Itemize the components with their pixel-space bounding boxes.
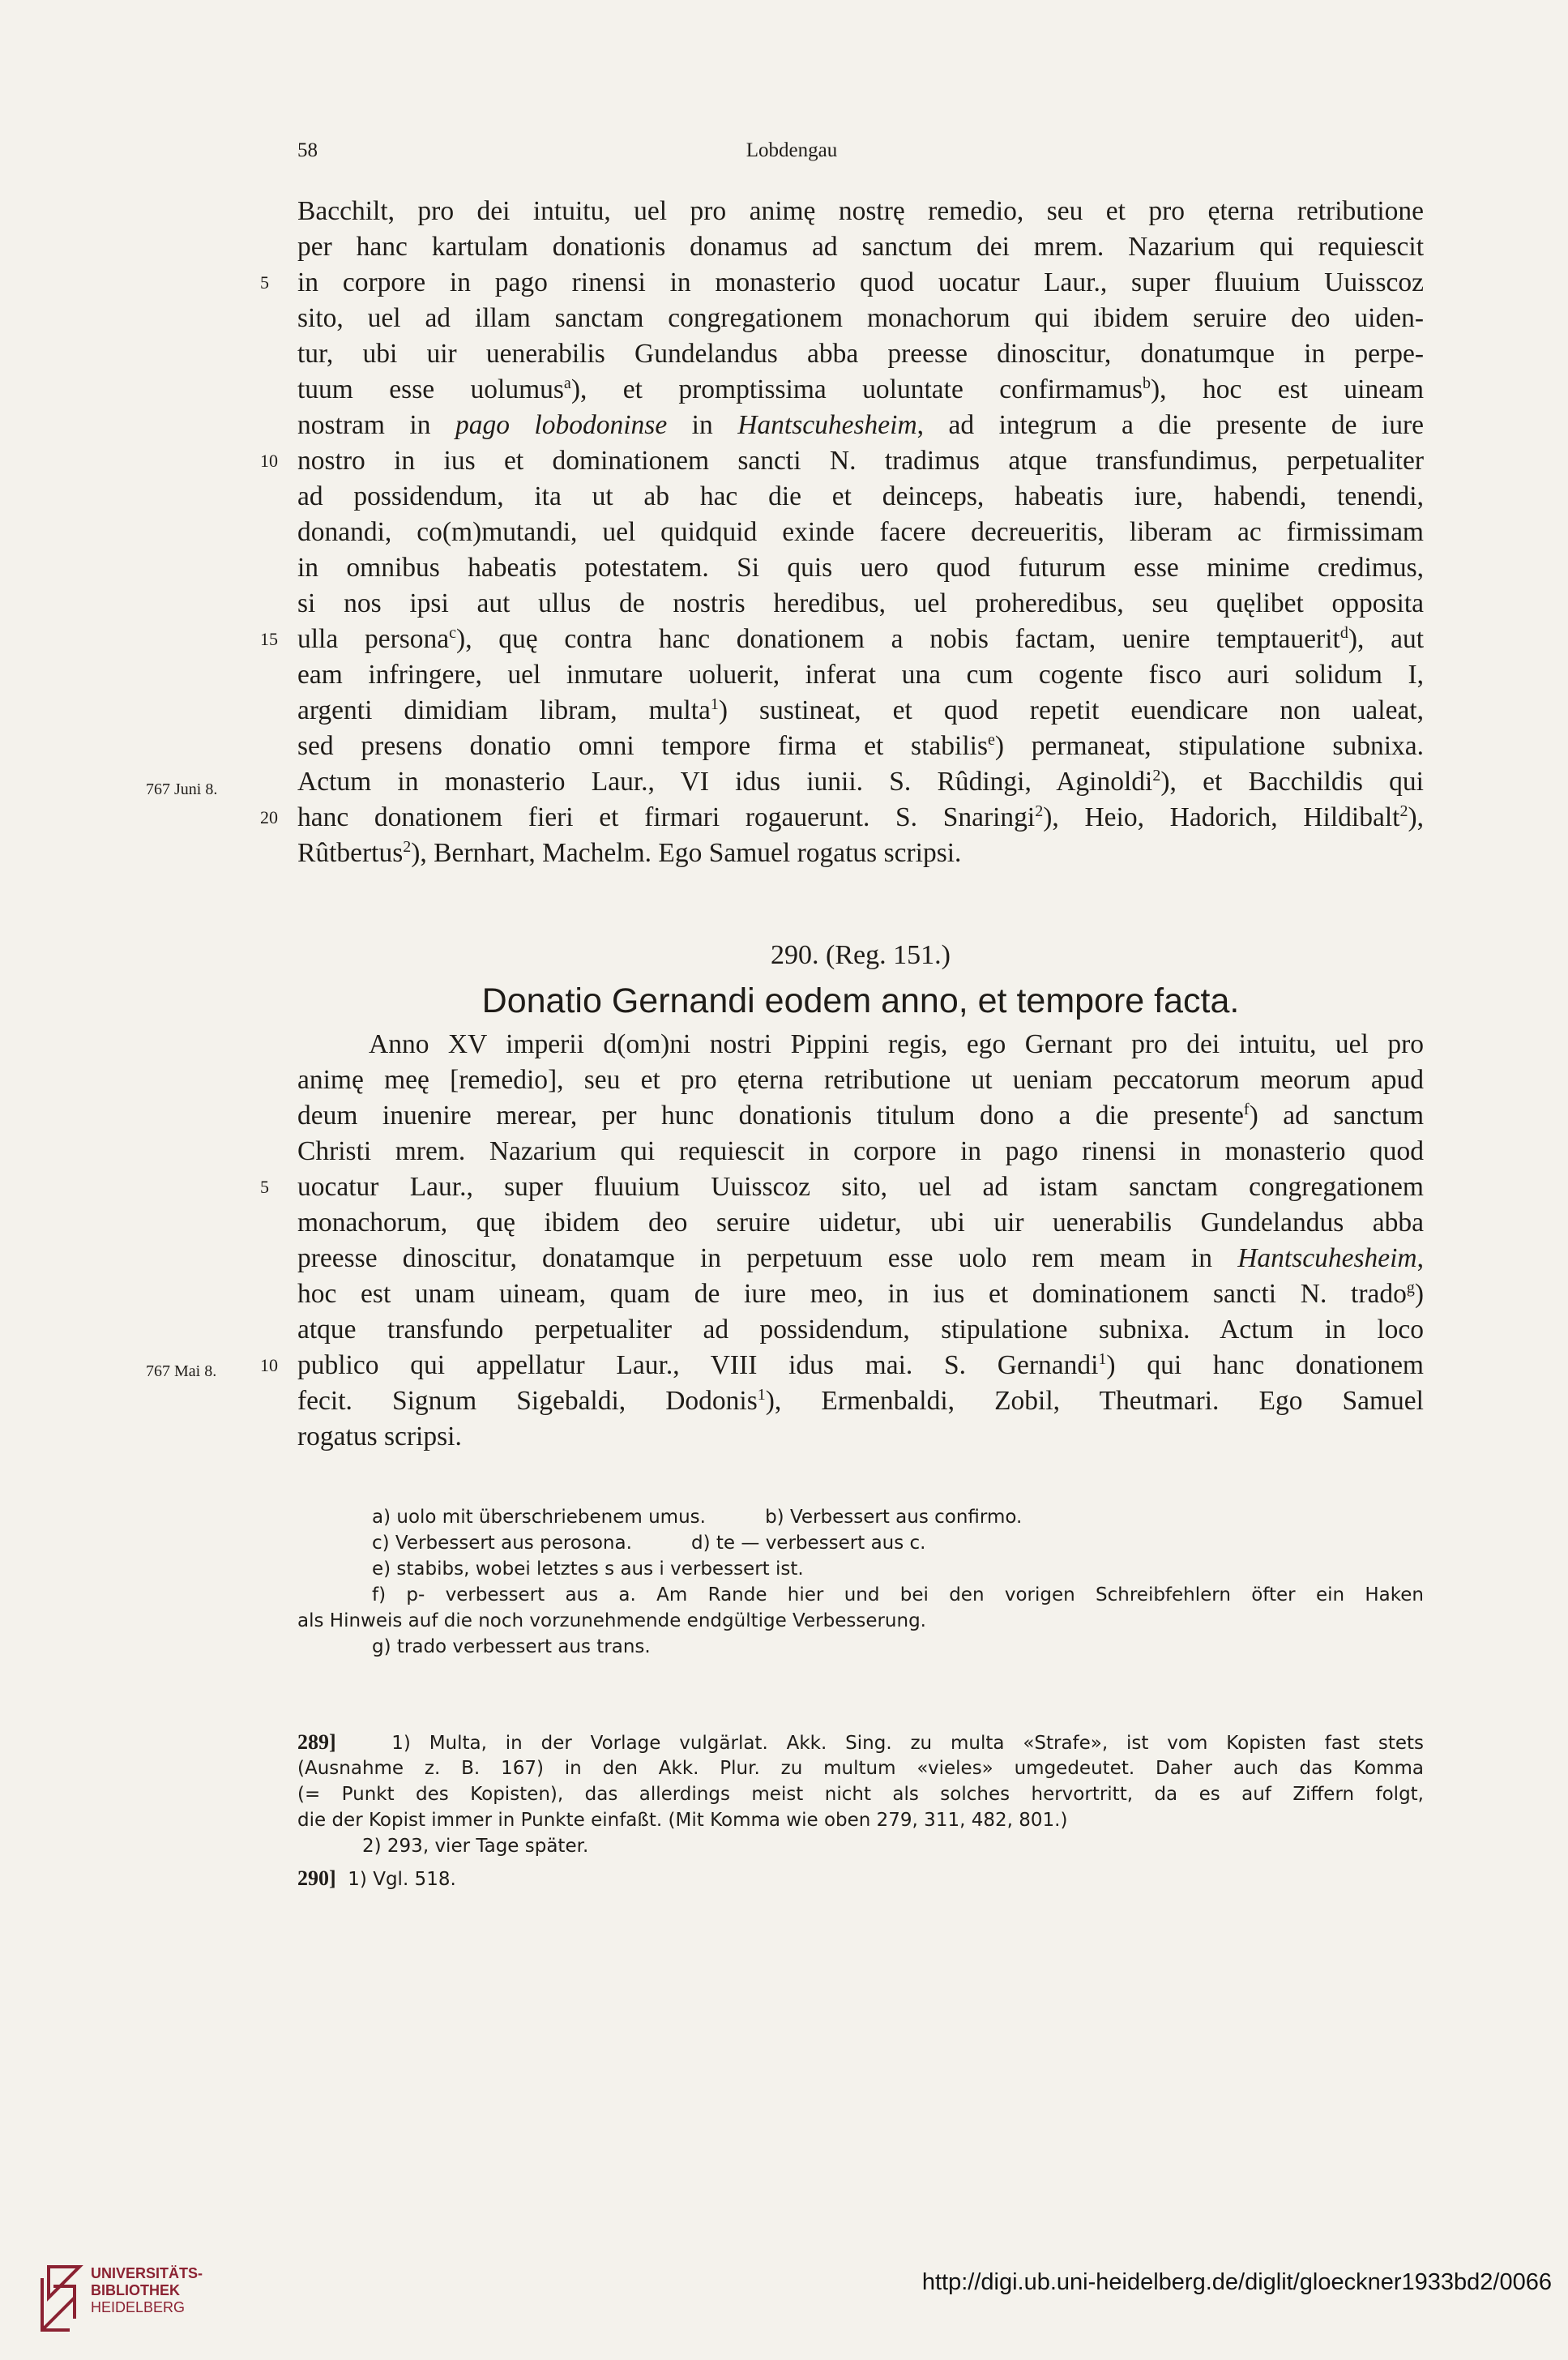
line-number: 5 (260, 272, 269, 293)
text-segment: publico qui appellatur Laur., VIII idus mai. S. Gernandi (297, 1350, 1099, 1380)
commentary-line (297, 1729, 1424, 1755)
footnote-marker: 2 (1399, 802, 1408, 820)
text-segment: hoc est unam uineam, quam de iure meo, in ius et dominationem sancti N. trado (297, 1279, 1407, 1309)
text-line (260, 265, 1424, 301)
text-line (297, 479, 1424, 515)
commentary-line: die der Kopist immer in Punkte einfaßt. (Mit Komma wie oben 279, 311, 482, 801.) (297, 1810, 1068, 1831)
text-segment: ), et Bacchildis qui (1160, 767, 1424, 797)
text-line (260, 1169, 1424, 1205)
text-line (297, 1312, 1424, 1348)
footnote-marker: 2 (403, 838, 412, 856)
text-segment: sed presens donatio omni tempore firma et stabilis (297, 731, 988, 761)
text-segment: ), quę contra hanc donationem a nobis factam, uenire temptauerit (456, 624, 1340, 654)
document-title: Donatio Gernandi eodem anno, et tempore facta. (481, 981, 1240, 1020)
text-segment: fecit. Signum Sigebaldi, Dodonis (297, 1386, 758, 1416)
library-logo-icon (37, 2262, 86, 2335)
text-segment: in (667, 410, 738, 440)
text-segment: ), Heio, Hadorich, Hildibalt (1043, 802, 1400, 832)
apparatus-note: a) uolo mit überschriebenem umus. b) Verbessert aus confirmo. (372, 1507, 1023, 1528)
commentary-text: 1) Vgl. 518. (348, 1869, 456, 1890)
text-segment: ), aut (1348, 624, 1424, 654)
margin-date-290: 767 Mai 8. (146, 1362, 217, 1380)
text-segment: uocatur Laur., super fluuium Uuisscoz sito, uel ad istam sanctam congregationem (297, 1172, 1424, 1202)
text-segment: , (1416, 1243, 1424, 1273)
text-line (297, 550, 1424, 586)
footnote-marker: 1 (757, 1386, 766, 1404)
place-name: pago lobodoninse (455, 410, 668, 440)
note-ref-289: 289] (297, 1730, 336, 1754)
footnote-marker: a (563, 374, 571, 392)
text-line (297, 693, 1424, 729)
text-line (260, 443, 1424, 479)
text-line (260, 622, 1424, 657)
text-segment: donandi, co(m)mutandi, uel quidquid exinde facere decreueritis, liberam ac firmissimam (297, 517, 1424, 547)
charter-290-text (260, 1027, 1424, 1455)
text-segment: rogatus scripsi. (297, 1422, 462, 1451)
apparatus-note: f) p- verbessert aus a. Am Rande hier und bei den vorigen Schreibfehlern öfter ein Haken (372, 1584, 1424, 1605)
text-segment: hanc donationem fieri et firmari rogauerunt. S. Snaringi (297, 802, 1036, 832)
text-line (297, 408, 1424, 443)
text-line (297, 764, 1424, 800)
text-line (297, 1062, 1424, 1098)
footnote-marker: e (987, 731, 995, 749)
footnote-marker: b (1143, 374, 1151, 392)
footnote-marker: g (1406, 1279, 1415, 1297)
text-segment: ), Bernhart, Machelm. Ego Samuel rogatus scripsi. (411, 838, 962, 868)
text-segment: ) ad sanctum (1249, 1101, 1424, 1131)
text-segment: eam infringere, uel inmutare uoluerit, inferat una cum cogente fisco auri solidum I, (297, 660, 1424, 690)
text-segment: nostram in (297, 410, 455, 440)
text-segment: Bacchilt, pro dei intuitu, uel pro animę nostrę remedio, seu et pro ęterna retributione (297, 196, 1424, 226)
footnote-marker: 1 (1098, 1350, 1107, 1368)
text-line (297, 729, 1424, 764)
apparatus-note: c) Verbessert aus perosona. d) te — verbessert aus c. (372, 1533, 926, 1554)
text-segment: deum inuenire merear, per hunc donationis titulum dono a die presente (297, 1101, 1244, 1131)
text-segment: nostro in ius et dominationem sancti N. tradimus atque transfundimus, perpetualiter (297, 446, 1424, 476)
commentary-line (297, 1866, 1424, 1892)
charter-289-text (260, 194, 1425, 871)
text-line (260, 800, 1424, 836)
text-segment: Anno XV imperii d(om)ni nostri Pippini regis, ego Gernant pro dei intuitu, uel pro (369, 1029, 1424, 1059)
text-line (297, 194, 1424, 229)
text-segment: in omnibus habeatis potestatem. Si quis uero quod futurum esse minime credimus, (297, 553, 1424, 583)
text-line (297, 1027, 1424, 1062)
text-segment: ) qui hanc donationem (1106, 1350, 1424, 1380)
place-name: Hantscuhesheim (737, 410, 917, 440)
text-segment: ulla persona (297, 624, 450, 654)
line-number: 15 (260, 629, 278, 649)
text-segment: per hanc kartulam donationis donamus ad sanctum dei mrem. Nazarium qui requiescit (297, 232, 1424, 262)
library-logo-text (91, 2265, 203, 2316)
text-line (297, 1241, 1424, 1276)
library-logo[interactable] (37, 2262, 280, 2343)
text-segment: ad possidendum, ita ut ab hac die et deinceps, habeatis iure, habendi, tenendi, (297, 481, 1424, 511)
apparatus-note: als Hinweis auf die noch vorzunehmende endgültige Verbesserung. (297, 1610, 926, 1631)
footnote-marker: c (449, 624, 457, 642)
text-segment: Actum in monasterio Laur., VI idus iunii. S. Rûdingi, Aginoldi (297, 767, 1153, 797)
source-url-link[interactable]: http://digi.ub.uni-heidelberg.de/diglit/gloeckner1933bd2/0066 (921, 2269, 1552, 2295)
text-segment: ), (1408, 802, 1424, 832)
text-line (297, 1205, 1424, 1241)
footnote-marker: 2 (1152, 767, 1161, 785)
critical-apparatus (297, 1504, 1424, 1660)
footnote-marker: d (1339, 624, 1348, 642)
text-segment: in corpore in pago rinensi in monasterio quod uocatur Laur., super fluuium Uuisscoz (297, 267, 1424, 297)
text-segment: , ad integrum a die presente de iure (916, 410, 1425, 440)
apparatus-note: e) stabibs, wobei letztes s aus i verbessert ist. (372, 1558, 804, 1580)
text-line (297, 1419, 1424, 1455)
text-segment: argenti dimidiam libram, multa (297, 695, 711, 725)
logo-line-1: UNIVERSITÄTS- (91, 2265, 203, 2281)
text-line (297, 1098, 1424, 1134)
running-title: Lobdengau (746, 139, 838, 161)
text-line (297, 229, 1424, 265)
text-line (297, 301, 1424, 336)
text-segment: ), Ermenbaldi, Zobil, Theutmari. Ego Samuel (765, 1386, 1424, 1416)
text-segment: preesse dinoscitur, donatamque in perpetuum esse uolo rem meam in (297, 1243, 1238, 1273)
place-name: Hantscuhesheim (1237, 1243, 1417, 1273)
text-segment: ) permaneat, stipulatione subnixa. (994, 731, 1424, 761)
text-line (297, 1134, 1424, 1169)
footnote-marker: 1 (710, 695, 719, 713)
commentary-line: (Ausnahme z. B. 167) in den Akk. Plur. zu multum «vieles» umgedeutet. Daher auch das Komma (297, 1758, 1424, 1779)
commentary-line: (= Punkt des Kopisten), das allerdings meist nicht als solches hervortritt, da es auf Ziffern folgt, (297, 1784, 1424, 1805)
text-segment: ) (1414, 1279, 1424, 1309)
text-segment: Christi mrem. Nazarium qui requiescit in corpore in pago rinensi in monasterio quod (297, 1136, 1424, 1166)
text-segment: animę meę [remedio], seu et pro ęterna retributione ut ueniam peccatorum meorum apud (297, 1065, 1424, 1095)
text-segment: monachorum, quę ibidem deo seruire uidetur, ubi uir uenerabilis Gundelandus abba (297, 1208, 1424, 1238)
text-line (297, 1383, 1424, 1419)
text-line (297, 836, 1424, 871)
logo-line-2: BIBLIOTHEK (91, 2282, 180, 2298)
text-segment: ), hoc est uineam (1151, 374, 1424, 404)
document-number: 290. (Reg. 151.) (771, 940, 951, 970)
text-line (260, 1348, 1424, 1383)
line-number: 20 (260, 807, 278, 827)
text-line (297, 1276, 1424, 1312)
text-line (297, 657, 1424, 693)
commentary-line: 2) 293, vier Tage später. (362, 1836, 589, 1857)
footnote-marker: 2 (1035, 802, 1044, 820)
running-header (297, 139, 1286, 172)
page-number: 58 (297, 139, 318, 161)
text-segment: tur, ubi uir uenerabilis Gundelandus abba preesse dinoscitur, donatumque in perpe- (297, 339, 1424, 369)
footnote-marker: f (1243, 1101, 1250, 1118)
text-line (297, 515, 1424, 550)
apparatus-note: g) trado verbessert aus trans. (372, 1636, 651, 1657)
note-ref-290: 290] (297, 1866, 336, 1890)
text-line (297, 336, 1424, 372)
text-segment: sito, uel ad illam sanctam congregationem monachorum qui ibidem seruire deo uiden- (297, 303, 1424, 333)
text-segment: ), et promptissima uoluntate confirmamus (570, 374, 1143, 404)
text-segment: ) sustineat, et quod repetit euendicare non ualeat, (718, 695, 1425, 725)
logo-line-3: HEIDELBERG (91, 2299, 186, 2315)
text-line (297, 586, 1424, 622)
text-line (297, 372, 1424, 408)
margin-date-289: 767 Juni 8. (146, 780, 218, 798)
commentary-notes (297, 1729, 1424, 1892)
commentary-text: 1) Multa, in der Vorlage vulgärlat. Akk. Sing. zu multa «Strafe», ist vom Kopisten fast stets (391, 1733, 1424, 1754)
text-segment: atque transfundo perpetualiter ad possidendum, stipulatione subnixa. Actum in loco (297, 1315, 1424, 1345)
line-number: 10 (260, 451, 278, 471)
line-number: 5 (260, 1177, 269, 1197)
text-segment: tuum esse uolumus (297, 374, 564, 404)
line-number: 10 (260, 1355, 278, 1375)
text-segment: si nos ipsi aut ullus de nostris heredibus, uel proheredibus, seu quęlibet opposita (297, 588, 1424, 618)
text-segment: Rûtbertus (297, 838, 404, 868)
